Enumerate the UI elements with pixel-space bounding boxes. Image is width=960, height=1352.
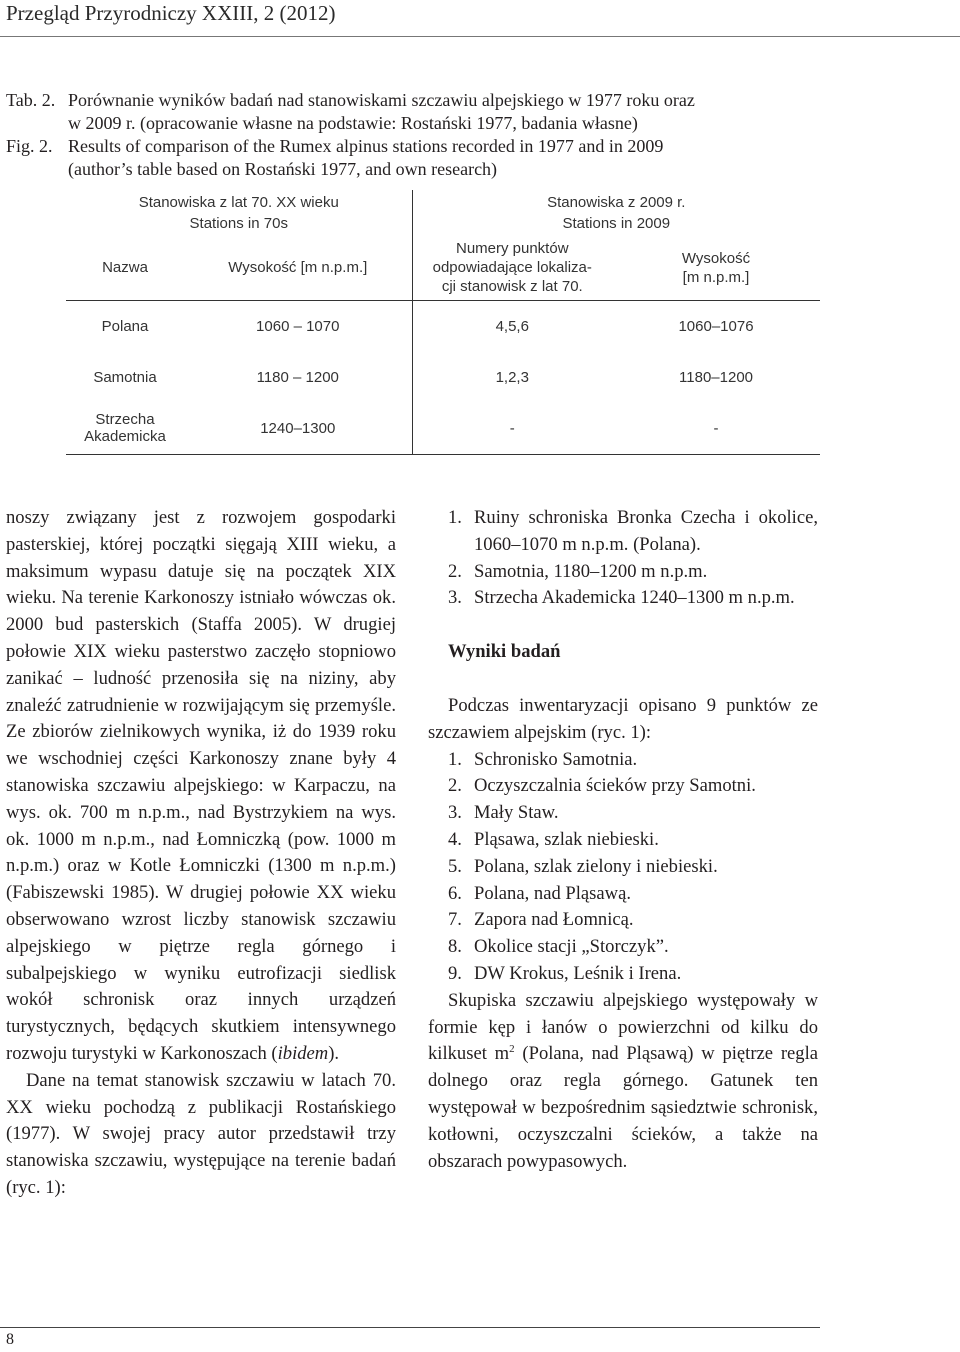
- footer-divider: [0, 1327, 820, 1328]
- list-item: 4. Pląsawa, szlak niebieski.: [448, 828, 659, 850]
- running-header: [0, 0, 960, 35]
- table-column-header: [66, 236, 820, 300]
- list-item: 2. Samotnia, 1180–1200 m n.p.m.: [448, 560, 708, 582]
- stations-list: [428, 505, 818, 612]
- body-paragraph: Podczas inwentaryzacji opisano 9 punktów ze szczawiem alpejskim (ryc. 1):: [428, 694, 818, 743]
- tab-label: Tab. 2.: [6, 90, 56, 110]
- comparison-table: [66, 190, 820, 455]
- cell-name: Samotnia: [93, 368, 157, 386]
- cell-name: Polana: [101, 317, 149, 335]
- left-text-column: [6, 505, 396, 1202]
- tab-caption-line1: Porównanie wyników badań nad stanowiskami szczawiu alpejskiego w 1977 roku oraz: [68, 90, 695, 110]
- list-item: 3. Mały Staw.: [448, 802, 559, 824]
- table-row: [66, 403, 820, 455]
- fig-caption-line1: Results of comparison of the Rumex alpinus stations recorded in 1977 and in 2009: [68, 136, 664, 156]
- list-item: 6. Polana, nad Pląsawą.: [448, 882, 631, 904]
- body-paragraph: Dane na temat stanowisk szczawiu w latach 70. XX wieku pochodzą z publikacji Rostańskiego (1977). W swojej pracy autor przedstawił trzy stanowiska szczawiu, występujące na terenie badań (ryc. 1):: [6, 1069, 396, 1198]
- cell-altitude-2009: 1060–1076: [678, 317, 754, 335]
- list-item: 2. Oczyszczalnia ścieków przy Samotni.: [448, 775, 756, 797]
- list-item: 3. Strzecha Akademicka 1240–1300 m n.p.m.: [448, 587, 795, 609]
- group-header-2009: Stanowiska z 2009 r. Stations in 2009: [547, 194, 686, 232]
- list-item: 5. Polana, szlak zielony i niebieski.: [448, 855, 718, 877]
- points-list: [428, 747, 818, 988]
- journal-title: Przegląd Przyrodniczy XXIII, 2 (2012): [6, 1, 336, 25]
- col-header-altitude-2009: Wysokość [m n.p.m.]: [681, 249, 751, 286]
- group-header-70s: Stanowiska z lat 70. XX wieku Stations in 70s: [66, 190, 412, 236]
- ibidem-italic: ibidem: [277, 1042, 329, 1064]
- table-group-header: [66, 190, 820, 236]
- cell-altitude-70s: 1180 – 1200: [184, 352, 412, 403]
- list-item: 9. DW Krokus, Leśnik i Irena.: [448, 962, 682, 984]
- cell-altitude-70s: 1060 – 1070: [184, 300, 412, 352]
- cell-points: 4,5,6: [495, 317, 529, 335]
- table-row: [66, 352, 820, 403]
- superscript: 2: [509, 1043, 515, 1056]
- list-item: 1. Schronisko Samotnia.: [448, 748, 638, 770]
- body-paragraph: Skupiska szczawiu alpejskiego występowały w formie kęp i łanów o powierzchni od kilku do kilkuset $m^2$ (Polana, nad Pląsawą) w piętrze regla dolnego oraz regla górnego. Gatunek ten występował w bezpośrednim sąsiedztwie schronisk, kotłowni, oczyszczalni ścieków, a także na obszarach powypasowych.: [428, 989, 818, 1172]
- right-text-column: [428, 505, 818, 1175]
- cell-altitude-2009: 1180–1200: [679, 368, 753, 386]
- cell-points: 1,2,3: [495, 368, 529, 386]
- fig-label: Fig. 2.: [6, 136, 53, 156]
- list-item: 8. Okolice stacji „Storczyk”.: [448, 936, 669, 958]
- table-row: [66, 300, 820, 352]
- body-paragraph: noszy związany jest z rozwojem gospodarki pasterskiej, której początki sięgają XIII wieku, a maksimum wypasu datuje się na początek XIX wieku. Na terenie Karkonoszy istniało wówczas ok. 2000 bud pasterskich (Staffa 2005). W drugiej połowie XIX wieku pasterstwo zaczęło stopniowo zanikać – ludność przenosiła się na niziny, aby znaleźć zatrudnienie w rozwijającym się przemyśle. Ze zbiorów zielnikowych wynika, iż do 1939 roku we wschodniej części Karkonoszy znane były 4 stanowiska szczawiu alpejskiego: w Karpaczu, na wys. ok. 700 m n.p.m., nad Bystrzykiem na wys. ok. 1000 m n.p.m., nad Łomniczką (pow. 1000 m n.p.m.) oraz w Kotle Łomniczki (1300 m n.p.m.) (Fabiszewski 1985). W drugiej połowie XX wieku obserwowano wzrost liczby stanowisk szczawiu alpejskiego w piętrze regla górnego i subalpejskiego w wyniku eutrofizacji siedlisk wokół schronisk oraz innych urządzeń turystycznych, będących skutkiem intensywnego rozwoju turystyki w Karkonoszach (ibidem).: [6, 507, 396, 1064]
- fig-caption-line2: (author’s table based on Rostański 1977, and own research): [68, 159, 498, 179]
- section-heading: Wyniki badań: [448, 641, 561, 663]
- cell-points: -: [412, 403, 612, 455]
- list-item: 7. Zapora nad Łomnicą.: [448, 909, 634, 931]
- col-header-name: Nazwa: [102, 259, 148, 277]
- tab-caption-line2: w 2009 r. (opracowanie własne na podstawie: Rostański 1977, badania własne): [68, 113, 638, 133]
- cell-name: Strzecha Akademicka: [66, 403, 184, 455]
- cell-altitude-2009: -: [612, 403, 820, 455]
- col-header-points: Numery punktów odpowiadające lokaliza- cji stanowisk z lat 70.: [432, 240, 592, 296]
- col-header-altitude-70s: Wysokość [m n.p.m.]: [184, 236, 412, 300]
- header-divider: [0, 36, 960, 37]
- page-number: 8: [6, 1331, 14, 1348]
- cell-altitude-70s: 1240–1300: [184, 403, 412, 455]
- list-item: 1. Ruiny schroniska Bronka Czecha i okolice, 1060–1070 m n.p.m. (Polana).: [448, 507, 818, 555]
